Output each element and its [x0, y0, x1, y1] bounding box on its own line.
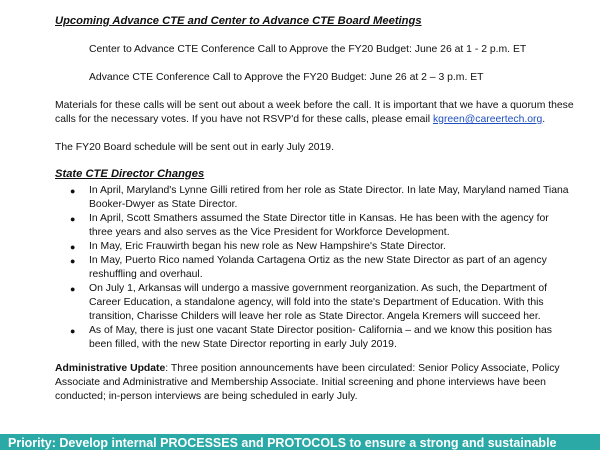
list-item-text: On July 1, Arkansas will undergo a massive government reorganization. As such, the Department of Career Education, a standalone agency, will fold into the state's Department of Education. With this transition, Charisse Childers will leave her role as State Director. Angela Kremers will succeed her. — [89, 283, 547, 322]
bullet-icon: ● — [70, 326, 76, 336]
list-item — [70, 324, 575, 352]
bullet-icon: ● — [70, 242, 76, 252]
materials-text: Materials for these calls will be sent out about a week before the call. It is important that we have a quorum these calls for the necessary votes. If you have not RSVP'd for these calls, please email — [55, 100, 574, 125]
bullet-icon: ● — [70, 284, 76, 294]
document-body — [55, 14, 575, 404]
email-link[interactable]: kgreen@careertech.org — [432, 114, 543, 125]
list-item-text: In April, Scott Smathers assumed the State Director title in Kansas. He has been with the agency for three years and also serves as the Vice President for Workforce Development. — [89, 213, 549, 238]
list-item — [70, 212, 575, 240]
list-item — [70, 184, 575, 212]
schedule-note: The FY20 Board schedule will be sent out in early July 2019. — [55, 142, 334, 153]
bullet-icon: ● — [70, 256, 76, 266]
admin-update-paragraph — [55, 362, 575, 404]
call-line-2: Advance CTE Conference Call to Approve the FY20 Budget: June 26 at 2 – 3 p.m. ET — [89, 72, 484, 83]
meetings-heading: Upcoming Advance CTE and Center to Advance CTE Board Meetings — [55, 15, 422, 27]
list-item — [70, 240, 575, 254]
call-line-1: Center to Advance CTE Conference Call to Approve the FY20 Budget: June 26 at 1 - 2 p.m. ET — [89, 44, 527, 55]
list-item-text: As of May, there is just one vacant State Director position- California – and we know this position has been filled, with the new State Director reporting in early July 2019. — [89, 325, 552, 350]
list-item — [70, 254, 575, 282]
admin-update-label: Administrative Update — [55, 363, 166, 374]
priority-banner: Priority: Develop internal PROCESSES and PROTOCOLS to ensure a strong and sustainable — [0, 434, 600, 450]
bullet-icon: ● — [70, 214, 76, 224]
list-item — [70, 282, 575, 324]
materials-suffix: . — [542, 114, 546, 125]
bullet-icon: ● — [70, 186, 76, 196]
director-changes-list — [55, 184, 575, 352]
directors-heading: State CTE Director Changes — [55, 168, 205, 180]
list-item-text: In May, Puerto Rico named Yolanda Cartagena Ortiz as the new State Director as part of an agency reshuffling and overhaul. — [89, 255, 547, 280]
list-item-text: In May, Eric Frauwirth began his new role as New Hampshire's State Director. — [89, 241, 446, 252]
materials-paragraph — [55, 99, 575, 127]
admin-update-text: : Three position announcements have been circulated: Senior Policy Associate, Policy Associate and Administrative and Membership Associate. Initial screening and phone interviews have been conducted; in-person interviews are being scheduled in early July. — [55, 363, 560, 402]
list-item-text: In April, Maryland's Lynne Gilli retired from her role as State Director. In late May, Maryland named Tiana Booker-Dwyer as State Director. — [89, 185, 569, 210]
